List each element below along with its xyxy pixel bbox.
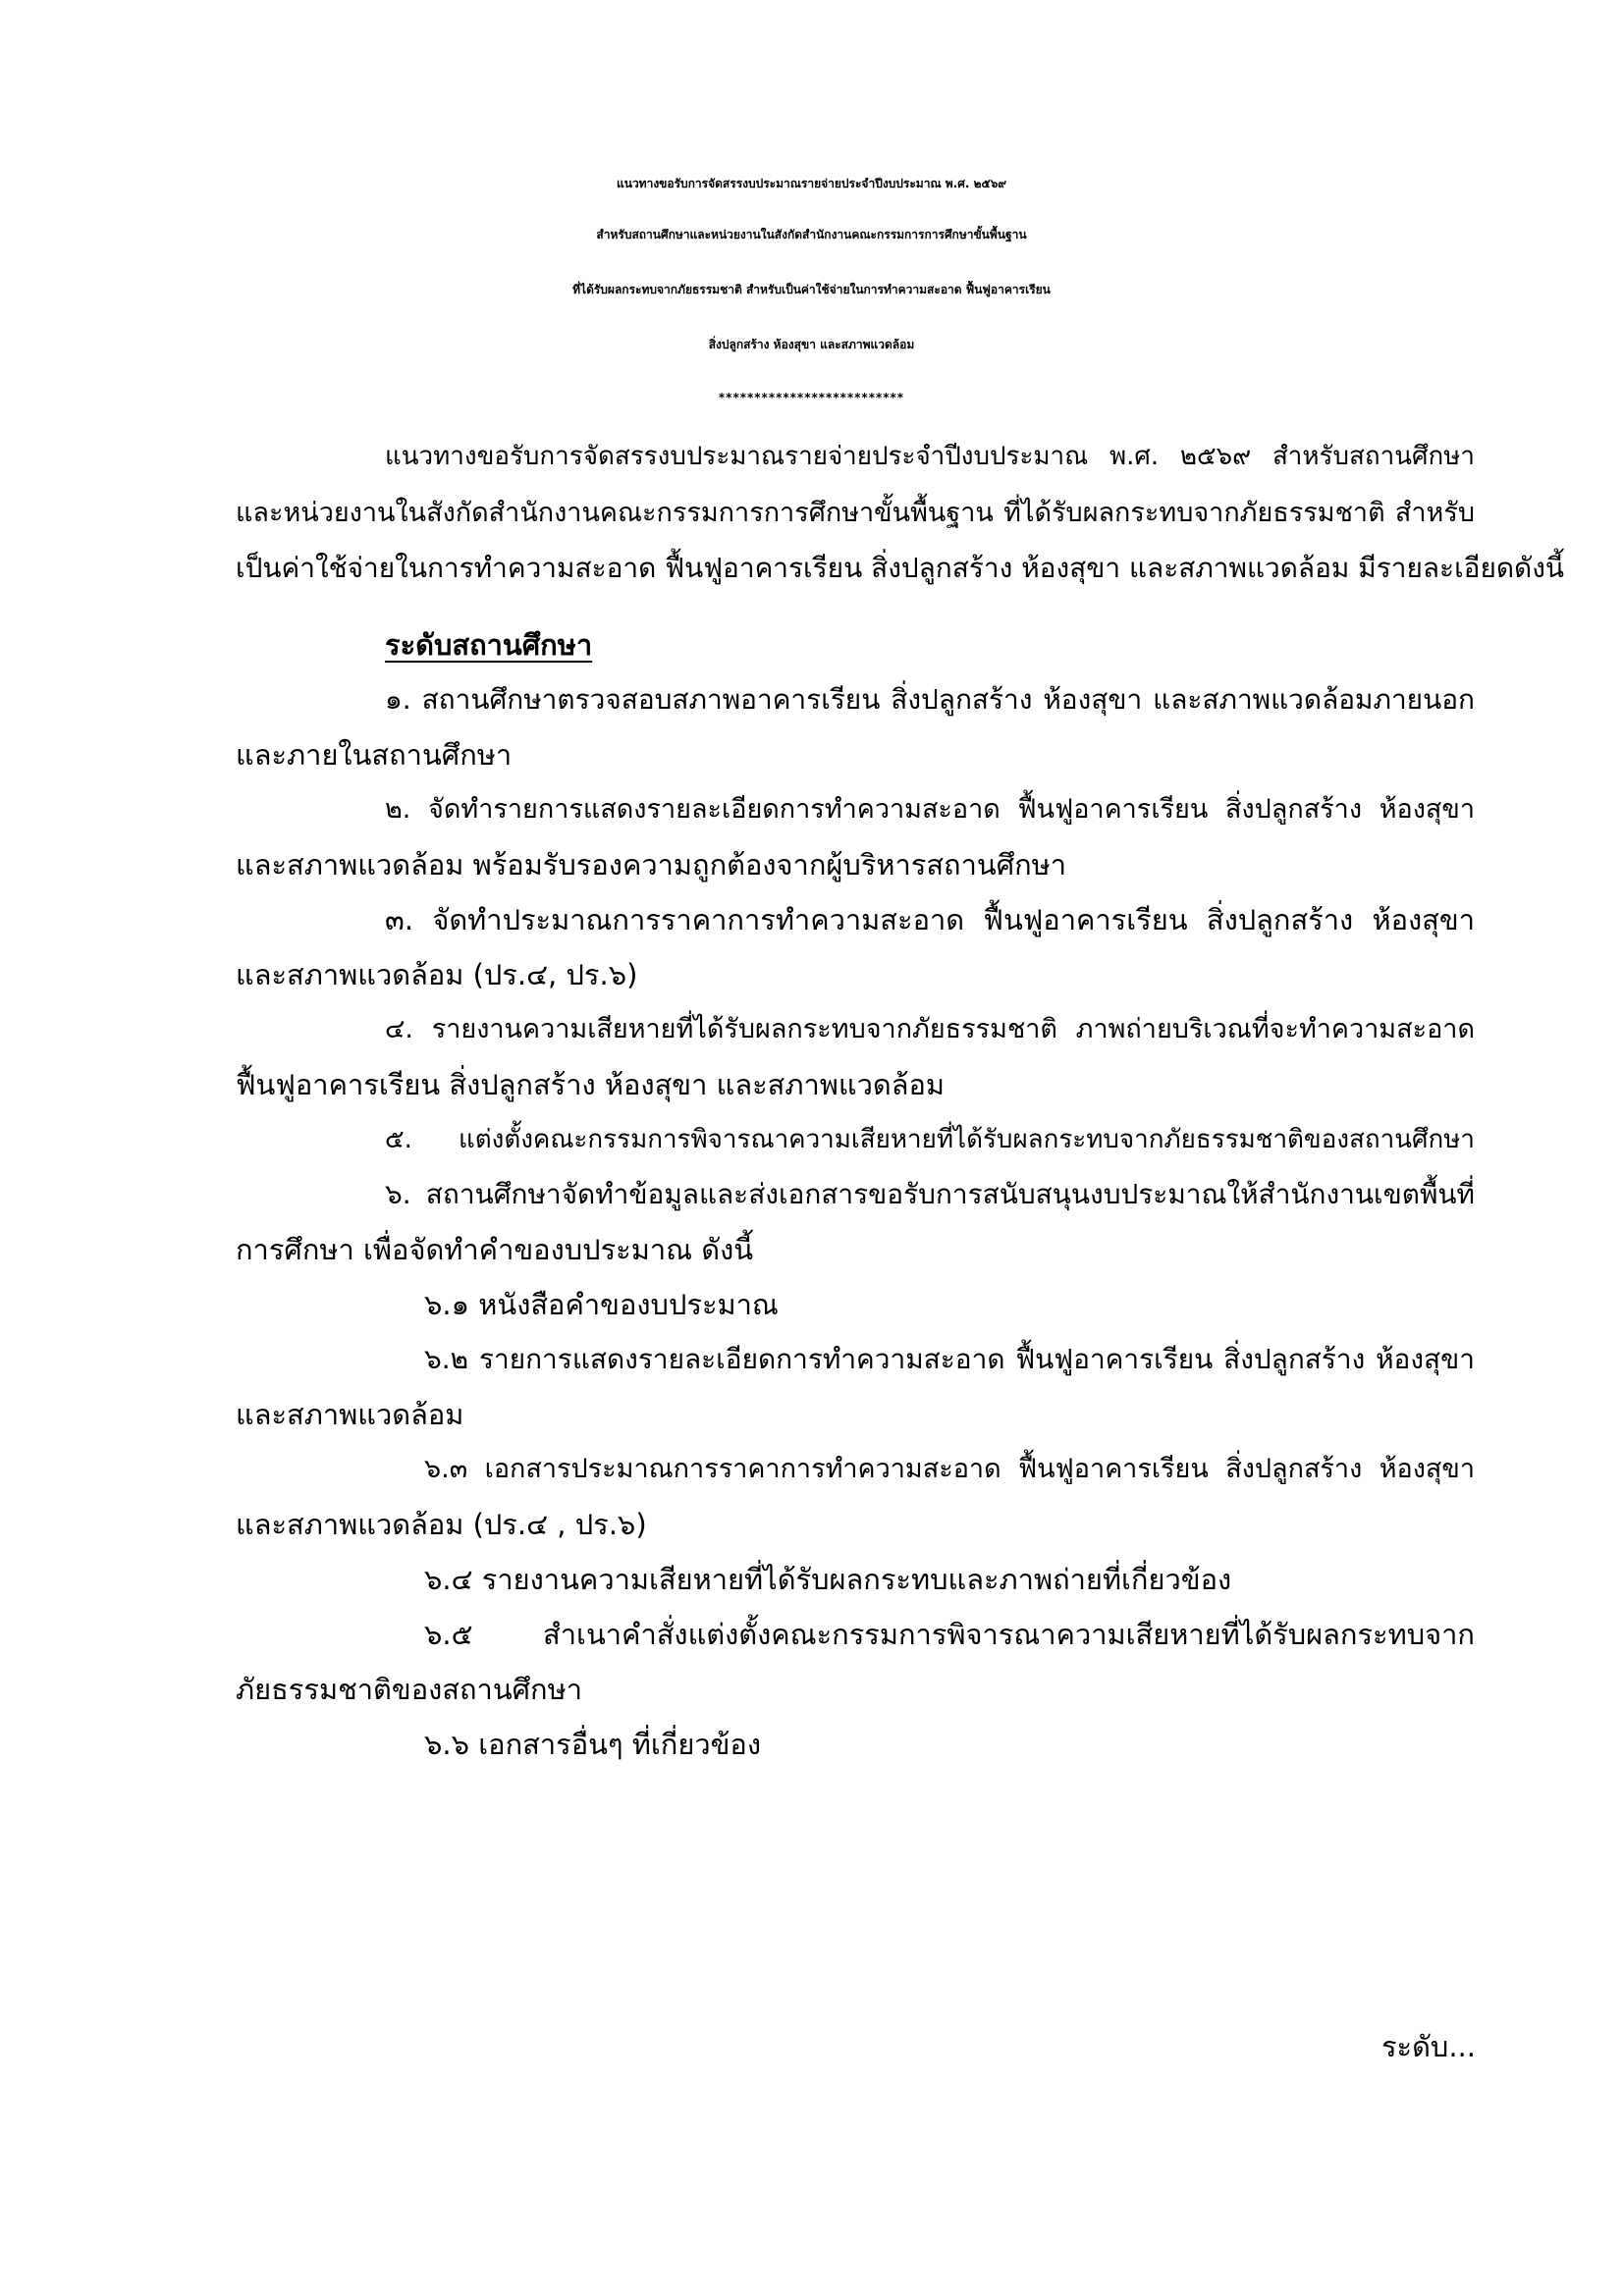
- item-6-line-2: การศึกษา เพื่อจัดทำคำของบประมาณ ดังนี้: [236, 1233, 754, 1266]
- subitem-6-5-line-2: ภัยธรรมชาติของสถานศึกษา: [236, 1673, 583, 1706]
- item-5-line-1: ๕. แต่งตั้งคณะกรรมการพิจารณาความเสียหายที่ได้รับผลกระทบจากภัยธรรมชาติของสถานศึกษา: [385, 1125, 1475, 1154]
- section-heading: ระดับสถานศึกษา: [385, 628, 593, 662]
- item-4-line-2: ฟื้นฟูอาคารเรียน สิ่งปลูกสร้าง ห้องสุขา และสภาพแวดล้อม: [236, 1068, 945, 1101]
- item-1-line-2: และภายในสถานศึกษา: [236, 738, 513, 772]
- subitem-6-6: ๖.๖ เอกสารอื่นๆ ที่เกี่ยวข้อง: [424, 1728, 762, 1761]
- item-6-line-1: ๖. สถานศึกษาจัดทำข้อมูลและส่งเอกสารขอรับการสนับสนุนงบประมาณให้สำนักงานเขตพื้นที่: [385, 1178, 1475, 1210]
- continuation-marker: ระดับ...: [1380, 2030, 1476, 2063]
- item-1-line-1: ๑. สถานศึกษาตรวจสอบสภาพอาคารเรียน สิ่งปลูกสร้าง ห้องสุขา และสภาพแวดล้อมภายนอก: [385, 683, 1475, 716]
- subitem-6-3-line-2: และสภาพแวดล้อม (ปร.๔ , ปร.๖): [236, 1508, 647, 1541]
- intro-line-1: แนวทางขอรับการจัดสรรงบประมาณรายจ่ายประจำปีงบประมาณ พ.ศ. ๒๕๖๙ สำหรับสถานศึกษา: [385, 442, 1475, 471]
- subitem-6-1: ๖.๑ หนังสือคำของบประมาณ: [424, 1288, 779, 1321]
- title-line-1: แนวทางขอรับการจัดสรรงบประมาณรายจ่ายประจำปีงบประมาณ พ.ศ. ๒๕๖๙: [617, 177, 1006, 190]
- title-line-2: สำหรับสถานศึกษาและหน่วยงานในสังกัดสำนักงานคณะกรรมการการศึกษาขั้นพื้นฐาน: [596, 228, 1027, 241]
- intro-line-2: และหน่วยงานในสังกัดสำนักงานคณะกรรมการการศึกษาขั้นพื้นฐาน ที่ได้รับผลกระทบจากภัยธรรมชาติ สำหรับ: [236, 498, 1475, 528]
- title-line-3: ที่ได้รับผลกระทบจากภัยธรรมชาติ สำหรับเป็นค่าใช้จ่ายในการทำความสะอาด ฟื้นฟูอาคารเรียน: [572, 283, 1051, 296]
- item-4-line-1: ๔. รายงานความเสียหายที่ได้รับผลกระทบจากภัยธรรมชาติ ภาพถ่ายบริเวณที่จะทำความสะอาด: [385, 1014, 1475, 1044]
- item-3-line-1: ๓. จัดทำประมาณการราคาการทำความสะอาด ฟื้นฟูอาคารเรียน สิ่งปลูกสร้าง ห้องสุขา: [385, 903, 1475, 936]
- subitem-6-3-line-1: ๖.๓ เอกสารประมาณการราคาการทำความสะอาด ฟื้นฟูอาคารเรียน สิ่งปลูกสร้าง ห้องสุขา: [424, 1454, 1475, 1484]
- item-2-line-1: ๒. จัดทำรายการแสดงรายละเอียดการทำความสะอาด ฟื้นฟูอาคารเรียน สิ่งปลูกสร้าง ห้องสุขา: [385, 794, 1475, 825]
- intro-line-3: เป็นค่าใช้จ่ายในการทำความสะอาด ฟื้นฟูอาคารเรียน สิ่งปลูกสร้าง ห้องสุขา และสภาพแวดล้อม มีรายละเอียดดังนี้: [236, 552, 1565, 584]
- subitem-6-2-line-1: ๖.๒ รายการแสดงรายละเอียดการทำความสะอาด ฟื้นฟูอาคารเรียน สิ่งปลูกสร้าง ห้องสุขา: [424, 1343, 1475, 1375]
- title-line-4: สิ่งปลูกสร้าง ห้องสุขา และสภาพแวดล้อม: [708, 338, 915, 351]
- item-3-line-2: และสภาพแวดล้อม (ปร.๔, ปร.๖): [236, 958, 638, 991]
- item-2-line-2: และสภาพแวดล้อม พร้อมรับรองความถูกต้องจากผู้บริหารสถานศึกษา: [236, 848, 1067, 881]
- separator-stars: **************************: [718, 391, 905, 404]
- subitem-6-2-line-2: และสภาพแวดล้อม: [236, 1398, 464, 1431]
- subitem-6-4: ๖.๔ รายงานความเสียหายที่ได้รับผลกระทบและภาพถ่ายที่เกี่ยวข้อง: [424, 1563, 1232, 1596]
- subitem-6-5-line-1: ๖.๕ สำเนาคำสั่งแต่งตั้งคณะกรรมการพิจารณาความเสียหายที่ได้รับผลกระทบจาก: [424, 1618, 1475, 1651]
